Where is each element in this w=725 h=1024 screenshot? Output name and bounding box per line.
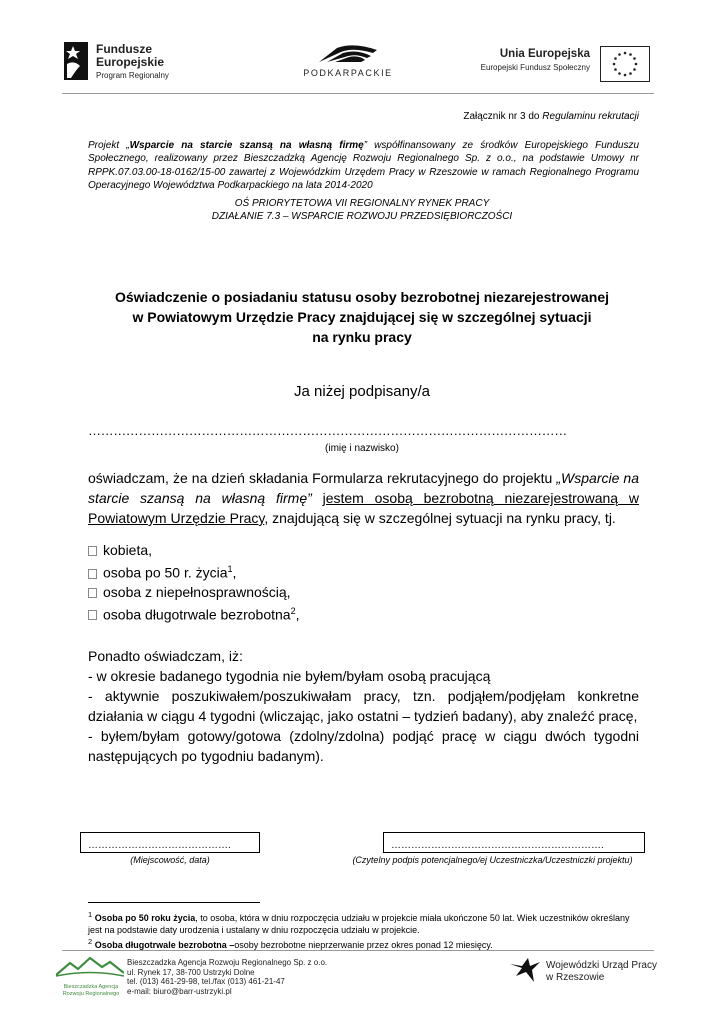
declaration-project: „Wsparcie na starcie szansą na własną firmę” [88, 470, 640, 506]
podkarpackie-text: PODKARPACKIE [303, 68, 393, 78]
title-line2: w Powiatowym Urzędzie Pracy znajdującej się w szczególnej sytuacji [132, 309, 592, 325]
checklist-item[interactable]: kobieta, [88, 541, 488, 560]
further-line1: - w okresie badanego tygodnia nie byłem/byłam osobą pracującą [88, 668, 491, 684]
fe-line2: Europejskie [96, 55, 165, 69]
barr-logo-line2: Rozwoju Regionalnego [62, 991, 120, 997]
declaration-p1: oświadczam, że na dzień składania Formularza rekrutacyjnego do projektu [88, 470, 557, 486]
priority-line1: OŚ PRIORYTETOWA VII REGIONALNY RYNEK PRACY [234, 198, 490, 209]
project-prefix: Projekt „ [88, 140, 130, 151]
name-caption: (imię i nazwisko) [325, 443, 399, 454]
document-title [62, 287, 662, 347]
signed-heading: Ja niżej podpisany/a [294, 383, 430, 400]
fe-logo [62, 40, 192, 84]
fe-line1: Fundusze [96, 42, 152, 56]
project-paragraph [88, 139, 639, 193]
checkbox-icon[interactable] [88, 610, 97, 620]
title-line1: Oświadczenie o posiadaniu statusu osoby bezrobotnej niezarejestrowanej [115, 289, 609, 305]
checklist-item[interactable]: osoba po 50 r. życia$^1$, [88, 560, 488, 583]
ue-line1: Unia Europejska [499, 48, 590, 60]
checklist-item[interactable]: osoba długotrwale bezrobotna$^2$, [88, 602, 488, 625]
declaration-paragraph [88, 468, 639, 528]
wup-bird-icon [508, 956, 542, 984]
checkbox-icon[interactable] [88, 588, 97, 598]
footer-divider [62, 950, 654, 951]
place-date-caption: (Miejscowość, data) [130, 855, 210, 865]
podkarpackie-swoosh-icon [313, 44, 383, 64]
wup-line2: w Rzeszowie [546, 972, 605, 983]
checklist-item[interactable]: osoba z niepełnosprawnością, [88, 583, 488, 602]
status-checklist [88, 541, 488, 624]
signature-caption: (Czytelny podpis potencjalnego/ej Uczestniczka/Uczestniczki projektu) [352, 855, 633, 865]
footnote-2: $^2$ Osoba długotrwale bezrobotna –osoby bezrobotne nieprzerwanie przez okres ponad 12 miesięcy. [88, 937, 493, 950]
annex-doc: Regulaminu rekrutacji [542, 111, 639, 122]
header-divider [62, 93, 654, 94]
ue-line2: Europejski Fundusz Społeczny [480, 63, 590, 72]
checkbox-icon[interactable] [88, 569, 97, 579]
name-field[interactable]: …………………………………………………………………………………………………… [88, 423, 567, 438]
further-line2: - aktywnie poszukiwałem/poszukiwałam pracy, tzn. podjąłem/podjęłam konkretne działania w ciągu 4 tygodni (wliczając, jako ostatni – tydzień badany), aby znaleźć pracę, [88, 688, 639, 724]
title-line3: na rynku pracy [312, 329, 412, 345]
mountains-icon [56, 955, 124, 977]
further-line3: - byłem/byłam gotowy/gotowa (zdolny/zdolna) podjąć pracę w ciągu dwóch tygodni następujących po tygodniu badanym). [88, 728, 639, 764]
podkarpackie-logo [288, 44, 408, 82]
signature-field[interactable]: ………………………………………………………. [383, 832, 645, 853]
eu-flag-icon [600, 46, 650, 82]
place-date-field[interactable]: ……………………………………. [80, 832, 260, 853]
project-name: Wsparcie na starcie szansą na własną firmę [129, 140, 364, 151]
footer-address: Bieszczadzka Agencja Rozwoju Regionalnego Sp. z o.o. ul. Rynek 17, 38-700 Ustrzyki Dolne tel. (013) 461-29-98, tel./fax (013) 461-21-47 e-mail: biuro@barr-ustrzyki.pl [127, 958, 328, 996]
declaration-underlined: jestem osobą bezrobotną niezarejestrowaną w Powiatowym Urzędzie Pracy [88, 490, 639, 526]
fe-flag-icon [62, 40, 90, 82]
priority-axis [62, 197, 662, 223]
further-declarations [88, 646, 639, 766]
annex-note [463, 110, 639, 123]
priority-line2: DZIAŁANIE 7.3 – WSPARCIE ROZWOJU PRZEDSIĘBIORCZOŚCI [211, 211, 513, 222]
footnotes [88, 909, 639, 952]
further-heading: Ponadto oświadczam, iż: [88, 648, 243, 664]
checkbox-icon[interactable] [88, 546, 97, 556]
fe-line3: Program Regionalny [96, 71, 169, 80]
project-rest: ” współfinansowany ze środków Europejskiego Funduszu Społecznego, realizowany przez Bieszczadzką Agencję Rozwoju Regionalnego Sp. z o.o., na podstawie Umowy nr RPPK.07.03.00-18-0162/15-00 zawartej z Wojewódzkim Urzędem Pracy w Rzeszowie w ramach Regionalnego Programu Operacyjnego Województwa Podkarpackiego na lata 2014-2020 [88, 140, 640, 192]
wup-line1: Wojewódzki Urząd Pracy [546, 960, 657, 971]
ue-logo [470, 46, 650, 82]
footnote-1: $^1$ Osoba po 50 roku życia, to osoba, która w dniu rozpoczęcia udziału w projekcie miała ukończone 50 lat. Wiek uczestników określany jest na podstawie daty urodzenia i ustalany w dniu rozpoczęcia udziału w projekcie. [88, 910, 630, 935]
annex-prefix: Załącznik nr 3 do [463, 111, 543, 122]
barr-logo-line1: Bieszczadzka Agencja [63, 984, 119, 990]
footnote-separator [88, 902, 260, 903]
barr-logo [56, 955, 126, 995]
wup-logo [508, 956, 668, 988]
declaration-p3: , znajdującą się w szczególnej sytuacji na rynku pracy, tj. [264, 510, 616, 526]
